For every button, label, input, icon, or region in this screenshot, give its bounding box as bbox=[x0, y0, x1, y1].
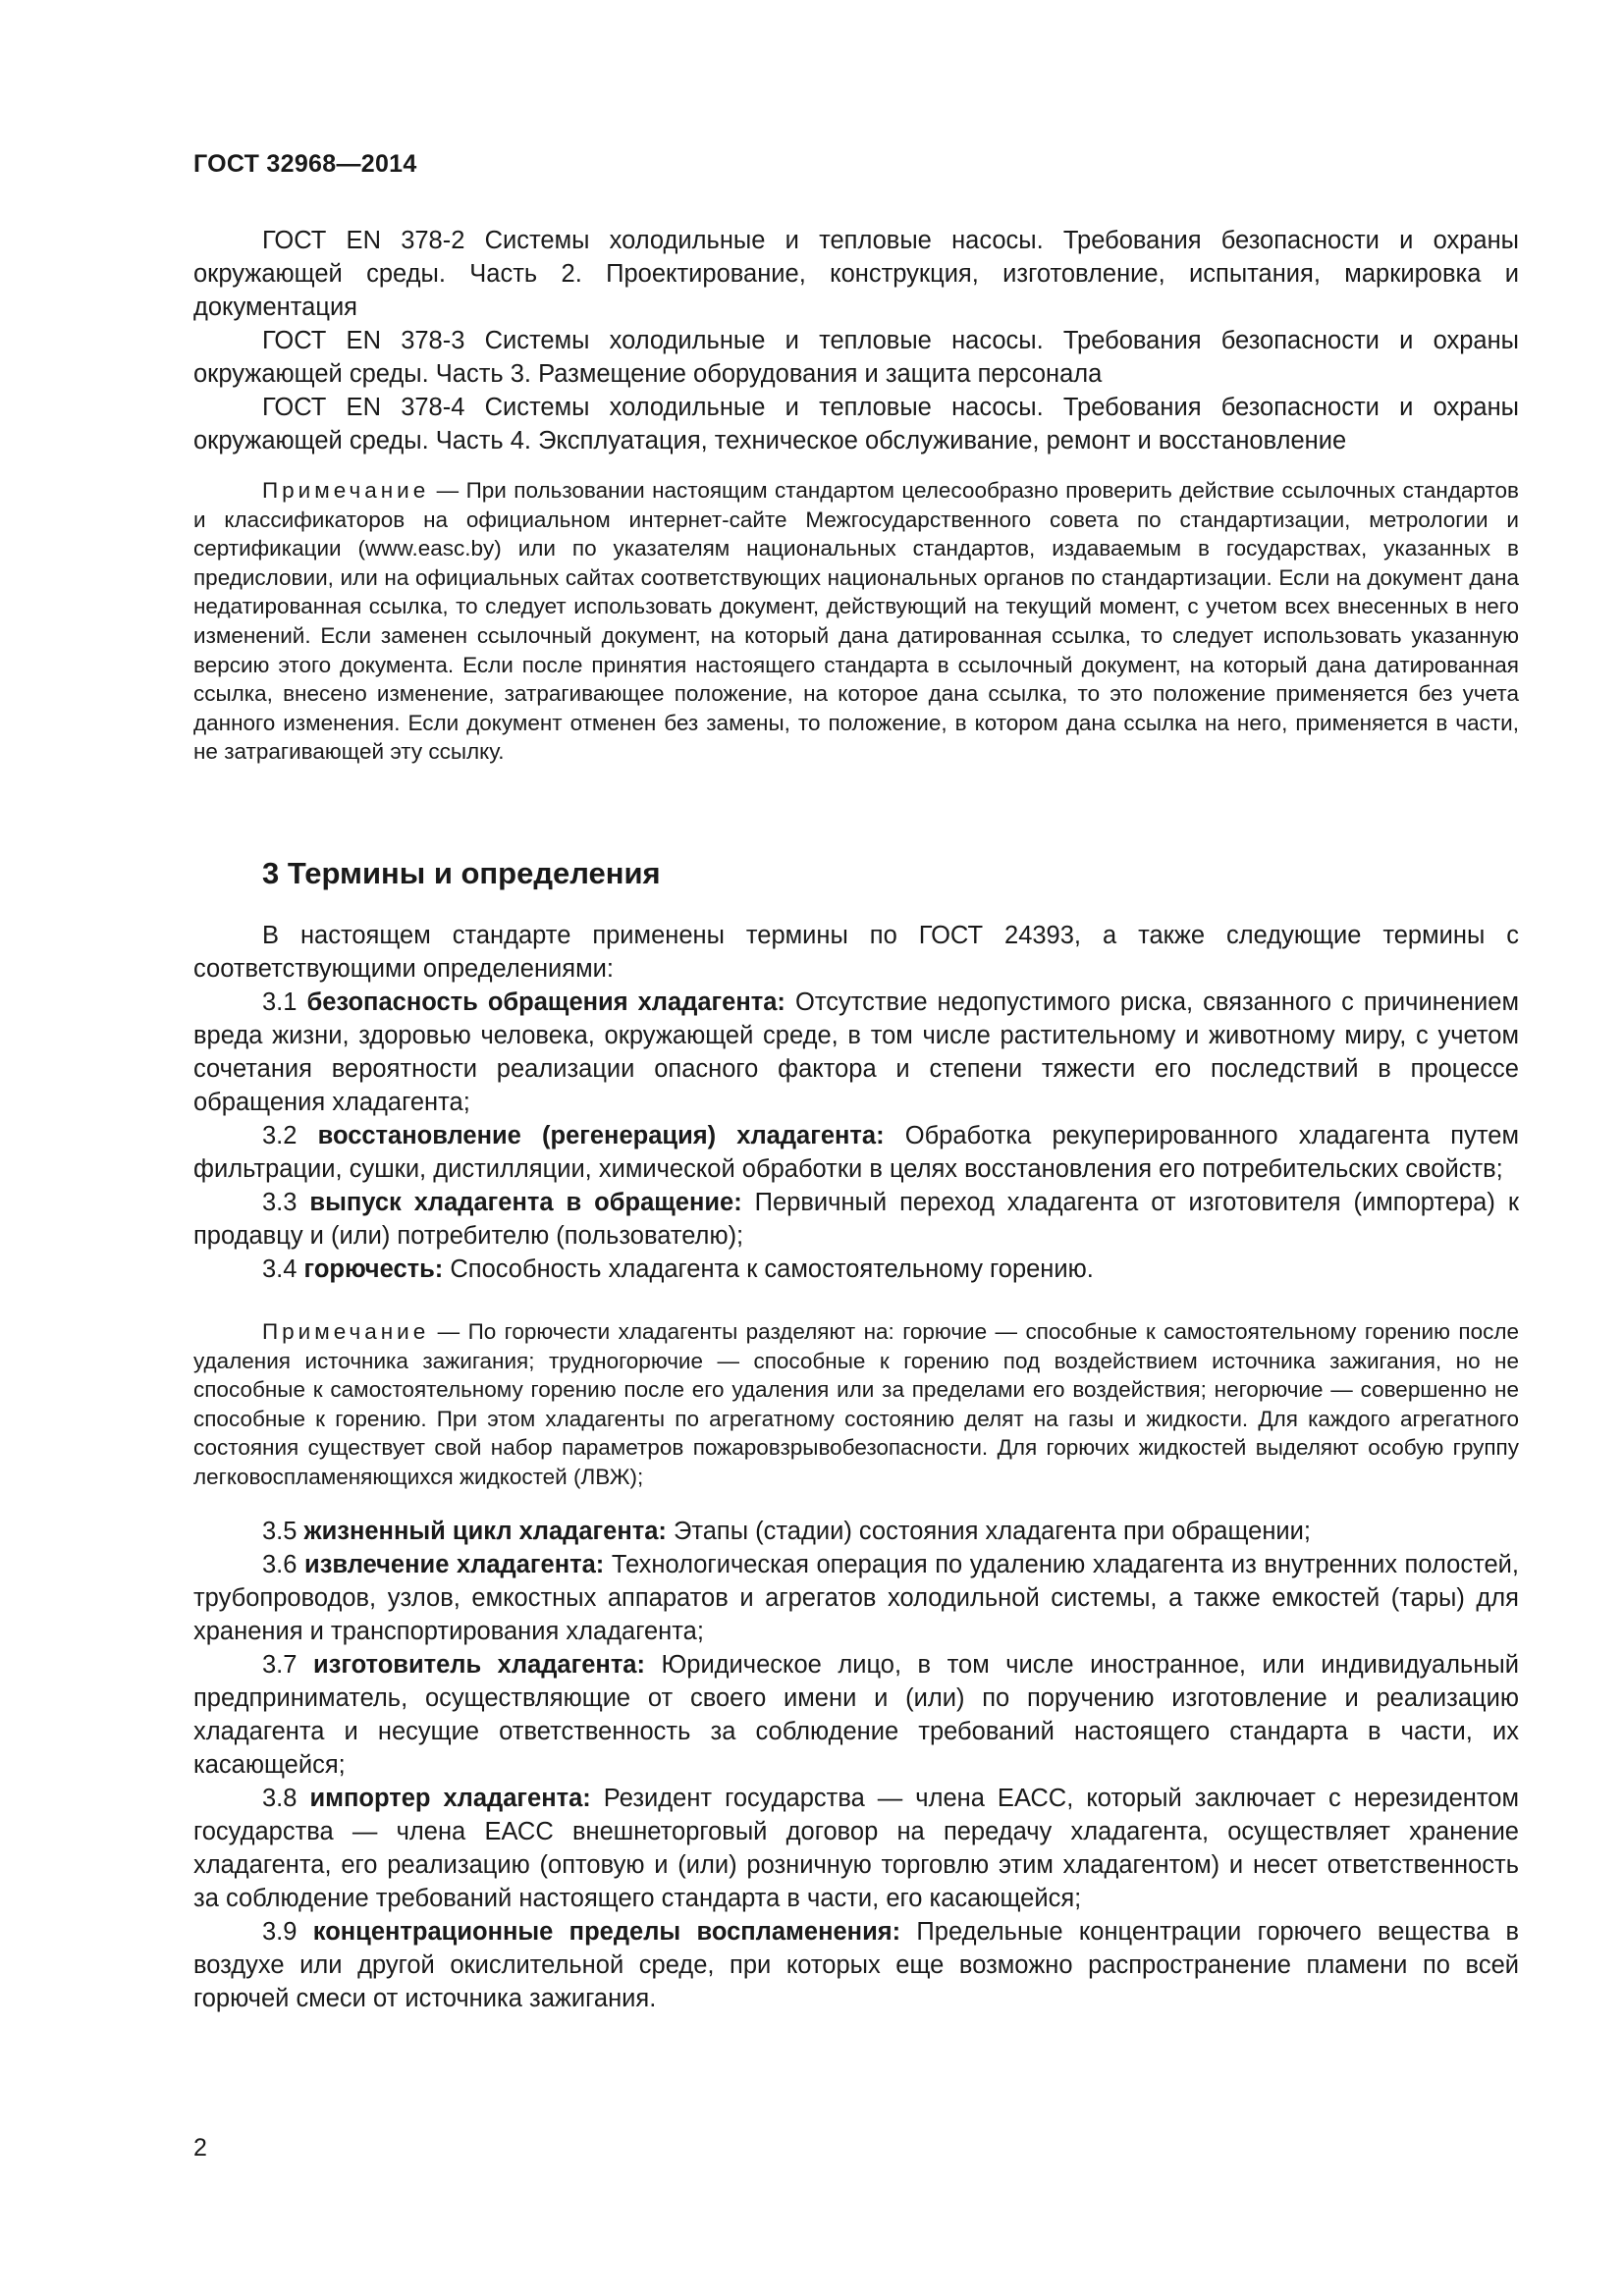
term-text: Резидент государства — члена ЕАСС, который заключает с нерезидентом государства — члена ЕАСС внешнеторговый договор на передачу хладагента, осуществляет хранение хладагента, его реализацию (оптовую и (или) розничную торговлю этим хладагентом) и несет ответственность за соблюдение требований настоящего стандарта в части, его касающейся; bbox=[193, 1785, 1519, 1912]
reference-item: ГОСТ EN 378-2 Системы холодильные и тепловые насосы. Требования безопасности и охраны окружающей среды. Часть 2. Проектирование, конструкция, изготовление, испытания, маркировка и документация bbox=[193, 227, 1519, 321]
note-block bbox=[193, 476, 1519, 767]
term-name: жизненный цикл хладагента: bbox=[303, 1518, 667, 1545]
term-definition bbox=[193, 1119, 1519, 1186]
note-text: — При пользовании настоящим стандартом целесообразно проверить действие ссылочных стандартов и классификаторов на официальном интернет-сайте Межгосударственного совета по стандартизации, метрологии и сертификации (www.easc.by) или по указателям национальных стандартов, издаваемым в государствах, указанных в предисловии, или на официальных сайтах соответствующих национальных органов по стандартизации. Если на документ дана недатированная ссылка, то следует использовать документ, действующий на текущий момент, с учетом всех внесенных в него изменений. Если заменен ссылочный документ, на который дана датированная ссылка, то следует использовать указанную версию этого документа. Если после принятия настоящего стандарта в ссылочный документ, на который дана датированная ссылка, внесено изменение, затрагивающее положение, на которое дана ссылка, то это положение применяется без учета данного изменения. Если документ отменен без замены, то положение, в котором дана ссылка на него, применяется в части, не затрагивающей эту ссылку. bbox=[193, 478, 1519, 765]
term-definition bbox=[193, 1915, 1519, 2015]
term-definition bbox=[193, 1515, 1519, 1548]
term-text: Предельные концентрации горючего вещества в воздухе или другой окислительной среде, при которых еще возможно распространение пламени по всей горючей смеси от источника зажигания. bbox=[193, 1918, 1519, 2012]
term-name: восстановление (регенерация) хладагента: bbox=[317, 1122, 885, 1149]
references-block bbox=[193, 224, 1519, 457]
term-text: Обработка рекуперированного хладагента путем фильтрации, сушки, дистилляции, химической обработки в целях восстановления его потребительских свойств; bbox=[193, 1122, 1519, 1183]
term-name: горючесть: bbox=[303, 1255, 444, 1283]
term-number: 3.4 bbox=[262, 1255, 304, 1283]
term-name: извлечение хладагента: bbox=[304, 1551, 605, 1578]
term-definition bbox=[193, 986, 1519, 1119]
term-number: 3.9 bbox=[262, 1918, 313, 1946]
page-number: 2 bbox=[193, 2134, 207, 2162]
term-text: Юридическое лицо, в том числе иностранное, или индивидуальный предприниматель, осуществляющие от своего имени и (или) по поручению изготовление и реализацию хладагента и несущие ответственность за соблюдение требований настоящего стандарта в части, их касающейся; bbox=[193, 1651, 1519, 1779]
term-name: концентрационные пределы воспламенения: bbox=[312, 1918, 901, 1946]
term-definition bbox=[193, 1253, 1519, 1286]
section-heading: 3 Термины и определения bbox=[262, 856, 661, 890]
note-paragraph bbox=[193, 476, 1519, 767]
term-name: изготовитель хладагента: bbox=[312, 1651, 645, 1679]
note-block bbox=[193, 1317, 1519, 1492]
term-text: Технологическая операция по удалению хладагента из внутренних полостей, трубопроводов, узлов, емкостных аппаратов и агрегатов холодильной системы, а также емкостей (тары) для хранения и транспортирования хладагента; bbox=[193, 1551, 1519, 1645]
note-label: Примечание bbox=[262, 478, 430, 503]
term-number: 3.6 bbox=[262, 1551, 305, 1578]
section-heading-block bbox=[193, 856, 1519, 891]
term-text: Этапы (стадии) состояния хладагента при обращении; bbox=[666, 1518, 1311, 1545]
term-number: 3.2 bbox=[262, 1122, 318, 1149]
term-text: Отсутствие недопустимого риска, связанного с причинением вреда жизни, здоровью человека, окружающей среде, в том числе растительному и животному миру, с учетом сочетания вероятности реализации опасного фактора и степени тяжести его последствий в процессе обращения хладагента; bbox=[193, 988, 1519, 1116]
terms-block-2 bbox=[193, 1515, 1519, 2015]
reference-item: ГОСТ EN 378-3 Системы холодильные и тепловые насосы. Требования безопасности и охраны окружающей среды. Часть 3. Размещение оборудования и защита персонала bbox=[193, 327, 1519, 388]
term-definition bbox=[193, 1548, 1519, 1648]
term-name: безопасность обращения хладагента: bbox=[306, 988, 785, 1016]
term-text: Способность хладагента к самостоятельному горению. bbox=[443, 1255, 1094, 1283]
term-definition bbox=[193, 1782, 1519, 1915]
term-text: Первичный переход хладагента от изготовителя (импортера) к продавцу и (или) потребителю (пользователю); bbox=[193, 1189, 1519, 1250]
term-number: 3.5 bbox=[262, 1518, 304, 1545]
document-header: ГОСТ 32968—2014 bbox=[193, 150, 417, 178]
term-number: 3.1 bbox=[262, 988, 307, 1016]
note-paragraph bbox=[193, 1317, 1519, 1492]
section-intro: В настоящем стандарте применены термины по ГОСТ 24393, а также следующие термины с соответствующими определениями: bbox=[193, 922, 1519, 983]
term-definition bbox=[193, 1186, 1519, 1253]
term-definition bbox=[193, 1648, 1519, 1782]
terms-block-1 bbox=[193, 919, 1519, 1286]
reference-item: ГОСТ EN 378-4 Системы холодильные и тепловые насосы. Требования безопасности и охраны окружающей среды. Часть 4. Эксплуатация, техническое обслуживание, ремонт и восстановление bbox=[193, 394, 1519, 454]
term-number: 3.8 bbox=[262, 1785, 310, 1812]
term-name: импортер хладагента: bbox=[309, 1785, 591, 1812]
term-number: 3.7 bbox=[262, 1651, 313, 1679]
term-name: выпуск хладагента в обращение: bbox=[309, 1189, 742, 1216]
term-number: 3.3 bbox=[262, 1189, 310, 1216]
note-text: — По горючести хладагенты разделяют на: горючие — способные к самостоятельному горению после удаления источника зажигания; трудногорючие — способные к горению под воздействием источника зажигания, но не способные к самостоятельному горению после его удаления или за пределами его воздействия; негорючие — совершенно не способные к горению. При этом хладагенты по агрегатному состоянию делят на газы и жидкости. Для каждого агрегатного состояния существует свой набор параметров пожаровзрывобезопасности. Для горючих жидкостей выделяют особую группу легковоспламеняющихся жидкостей (ЛВЖ); bbox=[193, 1319, 1519, 1489]
note-label: Примечание bbox=[262, 1319, 430, 1344]
